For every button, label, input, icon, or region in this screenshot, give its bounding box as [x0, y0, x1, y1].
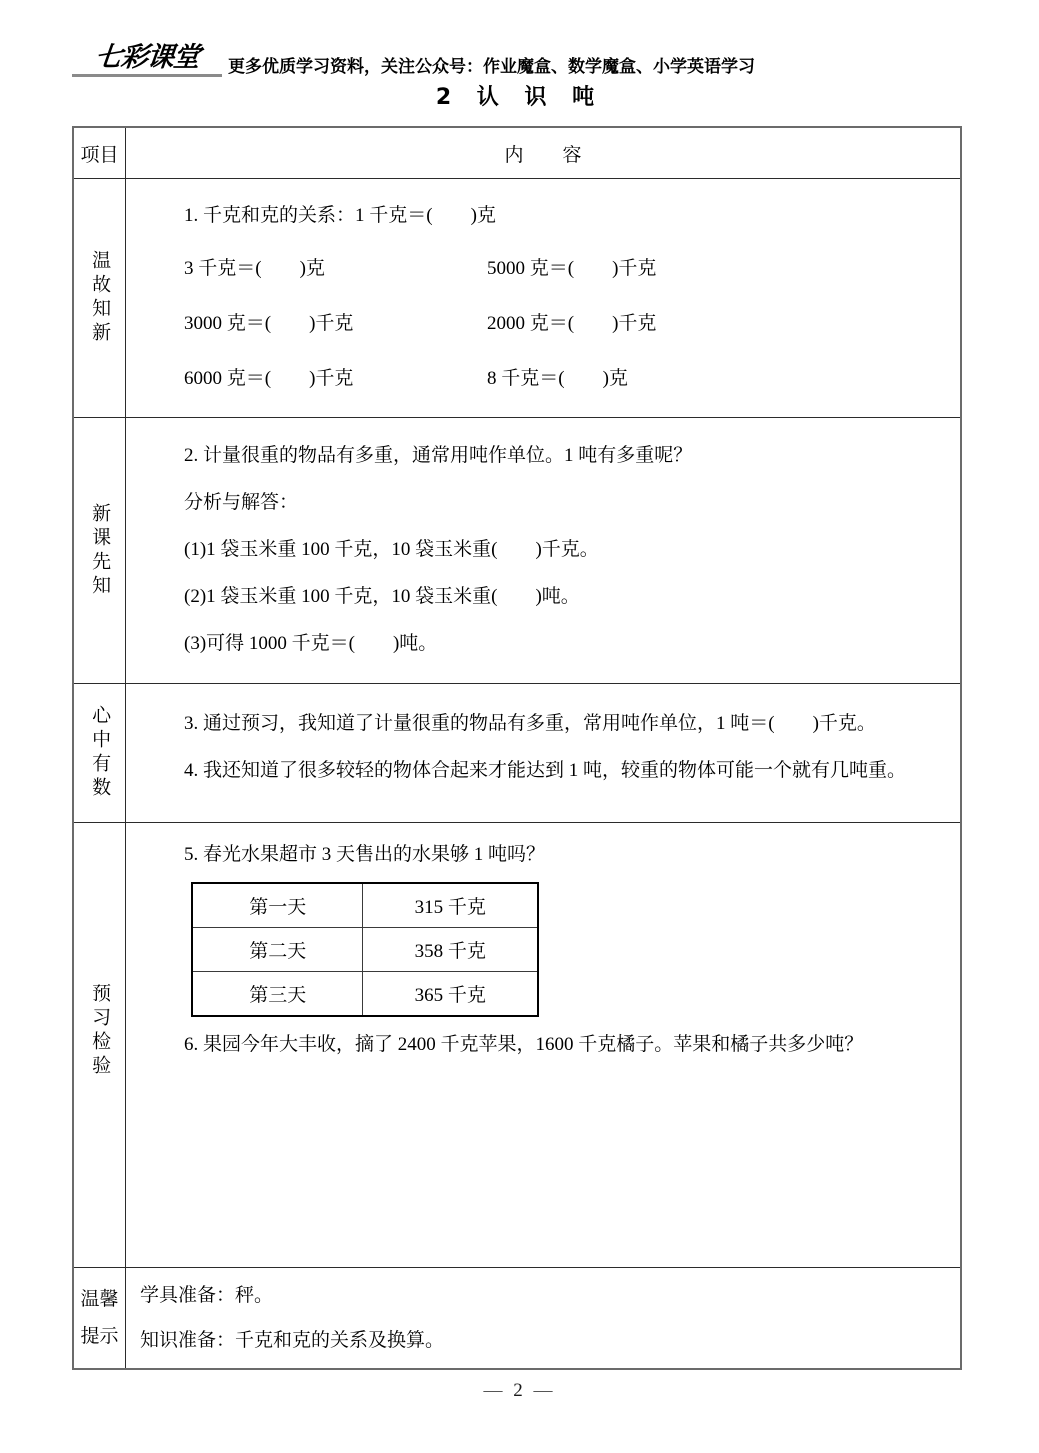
section-self-check: [74, 684, 960, 823]
worksheet-table: [72, 126, 962, 1370]
table-header-row: [74, 128, 960, 179]
table-row: [192, 883, 538, 928]
table-row: [192, 928, 538, 972]
column-header-content: [126, 128, 960, 178]
brand-logo-text: 七彩课堂: [93, 42, 201, 73]
tips-line: 知识准备：千克和克的关系及换算。: [140, 1330, 445, 1351]
exercise-row: [184, 253, 946, 280]
section-label-preview-test: [74, 823, 126, 1267]
column-header-item: 项目: [74, 128, 126, 178]
exercise-line: 3 千克＝( )克: [184, 258, 325, 279]
section-label-review: [74, 179, 126, 417]
section-label-preview-test-anchor: [74, 983, 125, 1079]
page-title: 2 认 识 吨: [435, 85, 604, 110]
brand-logo-underline: [72, 74, 222, 77]
section-label-tips-line1: 温馨: [80, 1289, 119, 1310]
section-content-new-lesson: [126, 418, 960, 683]
exercise-line: 4. 我还知道了很多较轻的物体合起来才能达到 1 吨，较重的物体可能一个就有几吨重。: [184, 760, 907, 781]
exercise-line: 2000 克＝( )千克: [487, 313, 657, 334]
section-tips: [74, 1268, 960, 1368]
section-label-tips-line2: 提示: [80, 1326, 119, 1347]
exercise-row: [184, 363, 946, 390]
section-label-review-text: 温故知新: [89, 250, 111, 346]
section-label-new-lesson-text: 新课先知: [89, 502, 111, 599]
section-review: [74, 179, 960, 418]
page-number: 2: [513, 1380, 526, 1401]
section-content-preview-test: [126, 823, 960, 1267]
page-footer: [0, 1380, 1039, 1402]
exercise-line: 3000 克＝( )千克: [184, 313, 354, 334]
table-cell-amount: 315 千克: [363, 883, 538, 928]
table-cell-amount: 365 千克: [363, 972, 538, 1017]
section-content-review: [126, 179, 960, 417]
section-label-preview-test-text: 预习检验: [89, 983, 111, 1079]
table-cell-day: 第一天: [192, 883, 363, 928]
exercise-line: (2)1 袋玉米重 100 千克，10 袋玉米重( )吨。: [184, 586, 580, 607]
section-content-tips: [126, 1268, 960, 1368]
exercise-line: (1)1 袋玉米重 100 千克，10 袋玉米重( )千克。: [184, 539, 599, 560]
section-label-self-check-text: 心中有数: [89, 705, 111, 801]
fruit-sales-table: [191, 882, 539, 1017]
exercise-row: [184, 308, 946, 335]
table-cell-day: 第二天: [192, 928, 363, 972]
section-new-lesson: [74, 418, 960, 684]
exercise-line: 2. 计量很重的物品有多重，通常用吨作单位。1 吨有多重呢？: [184, 445, 693, 466]
section-label-tips: [74, 1268, 126, 1368]
section-label-self-check: [74, 684, 126, 822]
brand-logo: [72, 44, 222, 77]
section-content-self-check: [126, 684, 960, 822]
exercise-line: 6. 果园今年大丰收，摘了 2400 千克苹果，1600 千克橘子。苹果和橘子共多少吨？: [184, 1034, 864, 1055]
table-row: [192, 972, 538, 1017]
exercise-line: 3. 通过预习，我知道了计量很重的物品有多重，常用吨作单位，1 吨＝( )千克。: [184, 713, 876, 734]
exercise-line: (3)可得 1000 千克＝( )吨。: [184, 633, 438, 654]
exercise-line: 8 千克＝( )克: [487, 368, 628, 389]
footer-dash-left: —: [483, 1380, 506, 1401]
column-header-content-label: 内 容: [504, 144, 592, 166]
table-cell-day: 第三天: [192, 972, 363, 1017]
tips-line: 学具准备：秤。: [140, 1285, 274, 1306]
exercise-line: 5. 春光水果超市 3 天售出的水果够 1 吨吗？: [184, 844, 546, 865]
promo-banner-text: 更多优质学习资料，关注公众号：作业魔盒、数学魔盒、小学英语学习: [228, 57, 755, 77]
exercise-line: 分析与解答：: [184, 492, 299, 513]
section-preview-test: [74, 823, 960, 1268]
page-header: [0, 0, 1039, 118]
exercise-line: 5000 克＝( )千克: [487, 258, 657, 279]
section-label-new-lesson: [74, 418, 126, 683]
exercise-line: 1. 千克和克的关系：1 千克＝( )克: [184, 205, 496, 226]
exercise-line: 6000 克＝( )千克: [184, 368, 354, 389]
table-cell-amount: 358 千克: [363, 928, 538, 972]
footer-dash-right: —: [533, 1380, 556, 1401]
